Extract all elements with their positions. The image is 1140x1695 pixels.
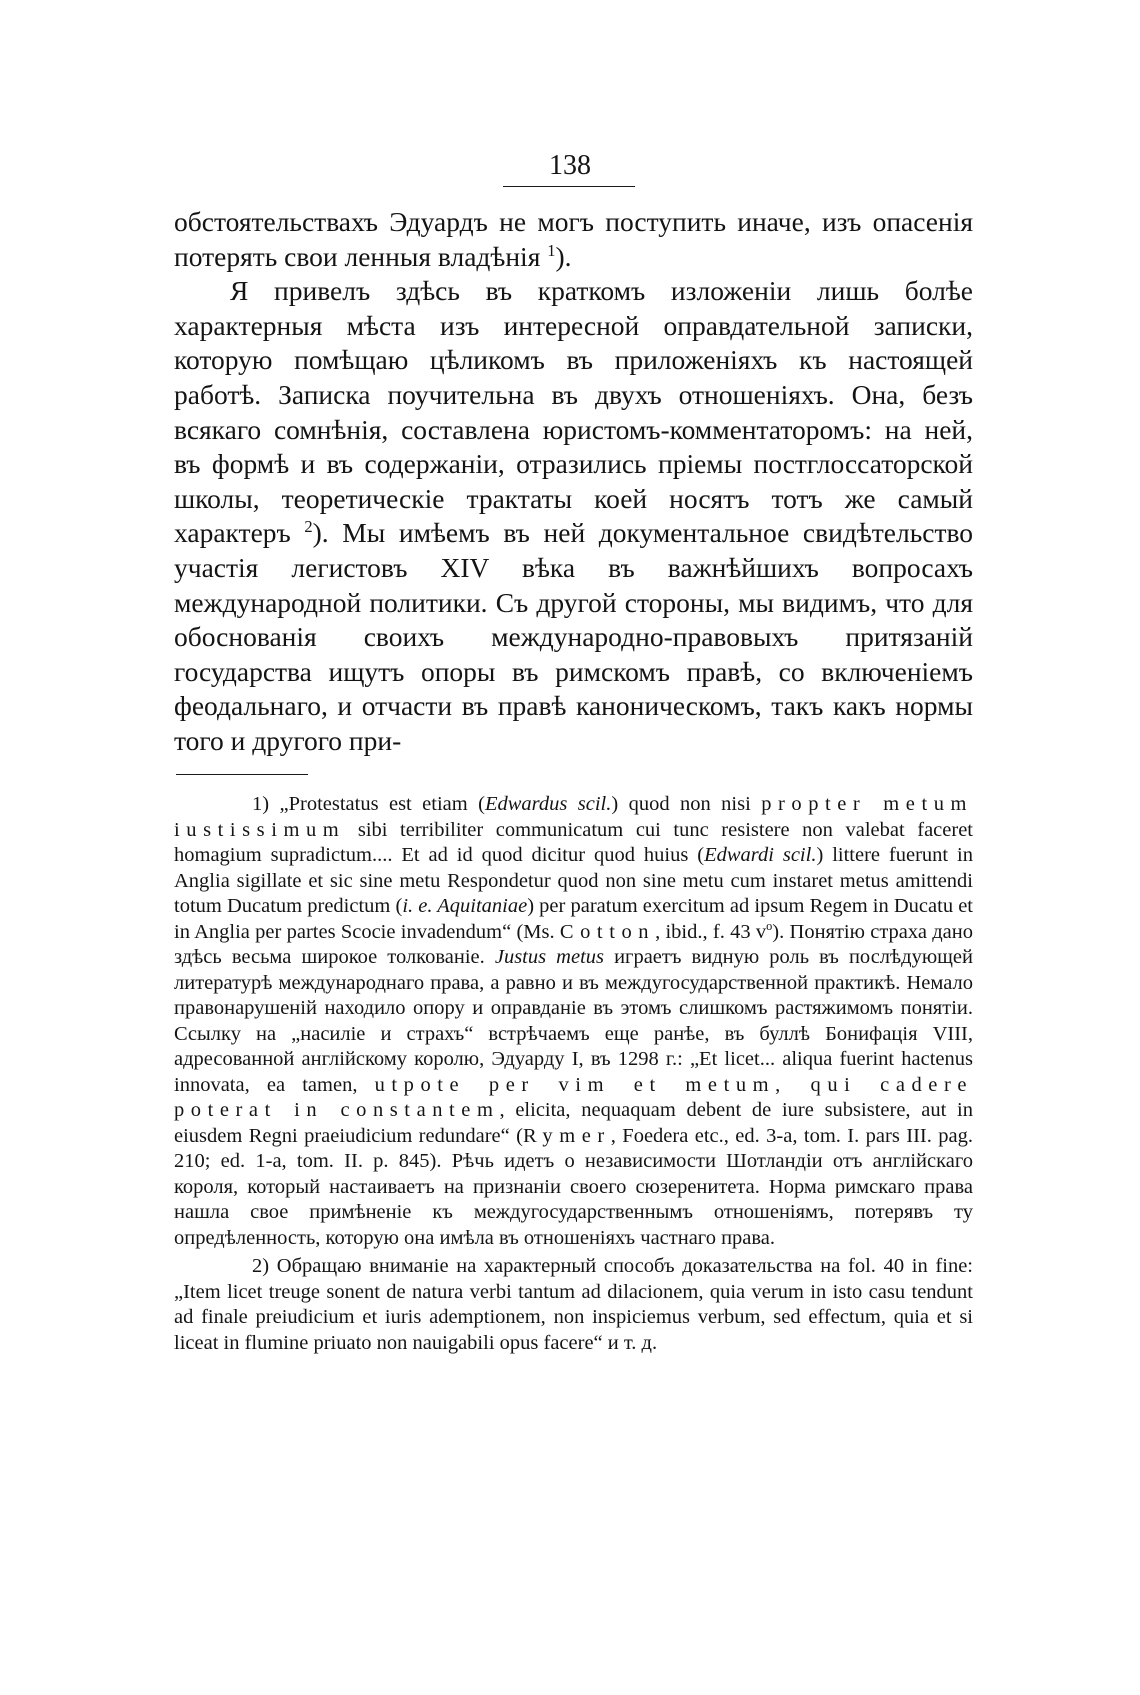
footnote-italic: i. e. Aquitaniae xyxy=(402,895,528,917)
paragraph-text: ). Мы имѣемъ въ ней документальное свидѣтельство участія легистовъ XIV вѣка въ важнѣйшихъ вопросахъ международной политики. Съ другой стороны, мы видимъ, что для обоснованія своихъ международно-правовыхъ притязаній государства ищутъ опоры въ римскомъ правѣ, со включеніемъ феодальнаго, и отчасти въ правѣ каноническомъ, такъ какъ нормы того и другого при- xyxy=(174,517,974,756)
footnote-rule xyxy=(176,774,308,775)
paragraph-text: Я привелъ здѣсь въ краткомъ изложеніи лишь болѣе характерныя мѣста изъ интересной оправдательной записки, которую помѣщаю цѣликомъ въ приложеніяхъ къ настоящей работѣ. Записка поучительна въ двухъ отношеніяхъ. Она, безъ всякаго сомнѣнія, составлена юристомъ-комментаторомъ: на ней, въ формѣ и въ содержаніи, отразились пріемы постглоссаторской школы, теоретическіе трактаты коей носятъ тотъ же самый характеръ xyxy=(174,275,973,549)
footnote-spaced: propter metum iustissimum xyxy=(174,793,974,841)
footnote-spaced: Rymer xyxy=(522,1124,611,1147)
footnote-italic: Edwardi scil. xyxy=(704,844,817,866)
footnote-text: играетъ видную роль въ послѣдующей литературѣ международнаго права, а равно и въ междугосударственной практикѣ. Немало правонарушеній находило опору и оправданіе въ этомъ слишкомъ растяжимомъ понятіи. Ссылку на „насиліе и страхъ“ встрѣчаемъ еще ранѣе, въ буллѣ Бонифація VIII, адресованной англійскому королю, Эдуарду I, въ 1298 г.: „Et licet... aliqua fuerint hactenus innovata, ea tamen, xyxy=(174,946,974,1096)
footnote-1 xyxy=(174,792,973,1251)
paragraph-continuation xyxy=(174,205,973,274)
footnote-ref-2: 2 xyxy=(304,517,313,537)
footnote-text: ) per paratum exercitum ad ipsum Regem in Ducatu et in Anglia per partes Scocie invadendum“ (Ms. xyxy=(174,895,973,943)
footnote-text: , elicita, nequaquam debent de iure subsistere, aut in eiusdem Regni praeiudicium redundare“ ( xyxy=(174,1099,974,1147)
page-number: 138 xyxy=(549,150,591,181)
footnote-text: sibi terribiliter communicatum cui tunc resistere non valebat faceret homagium supradictum.... Et ad id quod dicitur quod huius ( xyxy=(174,818,973,866)
footnote-text: „Protestatus est etiam ( xyxy=(279,793,485,815)
header-rule xyxy=(503,186,635,187)
paragraph-text: ). xyxy=(555,240,572,272)
footnote-italic: Justus metus xyxy=(494,946,604,968)
footnote-marker: 2) xyxy=(252,1255,270,1277)
paragraph xyxy=(174,274,973,758)
footnote-text: , Foedera etc., ed. 3-a, tom. I. pars III. pag. 210; ed. 1-a, tom. II. p. 845). Рѣчь идетъ о независимости Шотландіи отъ англійскаго короля, который настаиваетъ на признаніи своего сюзеренитета. Норма римскаго права нашла свое примѣненіе къ междугосударственнымъ отношеніямъ, потерявъ ту опредѣленность, которую она имѣла въ отношеніяхъ частнаго права. xyxy=(174,1124,973,1249)
footnote-spaced: Cotton xyxy=(559,920,656,943)
footnote-text: ) quod non nisi xyxy=(611,793,762,815)
paragraph-text: обстоятельствахъ Эдуардъ не могъ поступить иначе, изъ опасенія потерять свои ленныя владѣнія xyxy=(174,206,973,272)
footnote-spaced: utpote per vim et metum, qui cadere poterat in constantem xyxy=(174,1073,973,1121)
footnote-superscript: o xyxy=(766,918,773,933)
footnote-italic: Edwardus scil. xyxy=(484,793,612,815)
footnote-text: ). Понятію страха дано здѣсь весьма широкое толкованіе. xyxy=(174,920,973,968)
footnote-text: Обращаю вниманіе на характерный способъ доказательства на fol. 40 in fine: „Item licet treuge sonent de natura verbi tantum ad dilacionem, quia verum in isto casu tendunt ad finale preiudicium et iuris ademptionem, non inspiciemus verbum, sed effectum, quia et si liceat in flumine priuato non nauigabili opus facere“ и т. д. xyxy=(174,1255,973,1354)
footnote-2 xyxy=(174,1254,973,1356)
footnote-text: , ibid., f. 43 v xyxy=(655,920,767,943)
footnotes xyxy=(174,792,973,1356)
footnote-marker: 1) xyxy=(252,793,270,815)
footnote-ref-1: 1 xyxy=(547,240,556,260)
main-text xyxy=(174,205,973,759)
footnote-text: ) littere fuerunt in Anglia sigillate et sic sine metu Respondetur quod non sine metu cum instaret metus amittendi totum Ducatum predictum ( xyxy=(174,844,973,917)
